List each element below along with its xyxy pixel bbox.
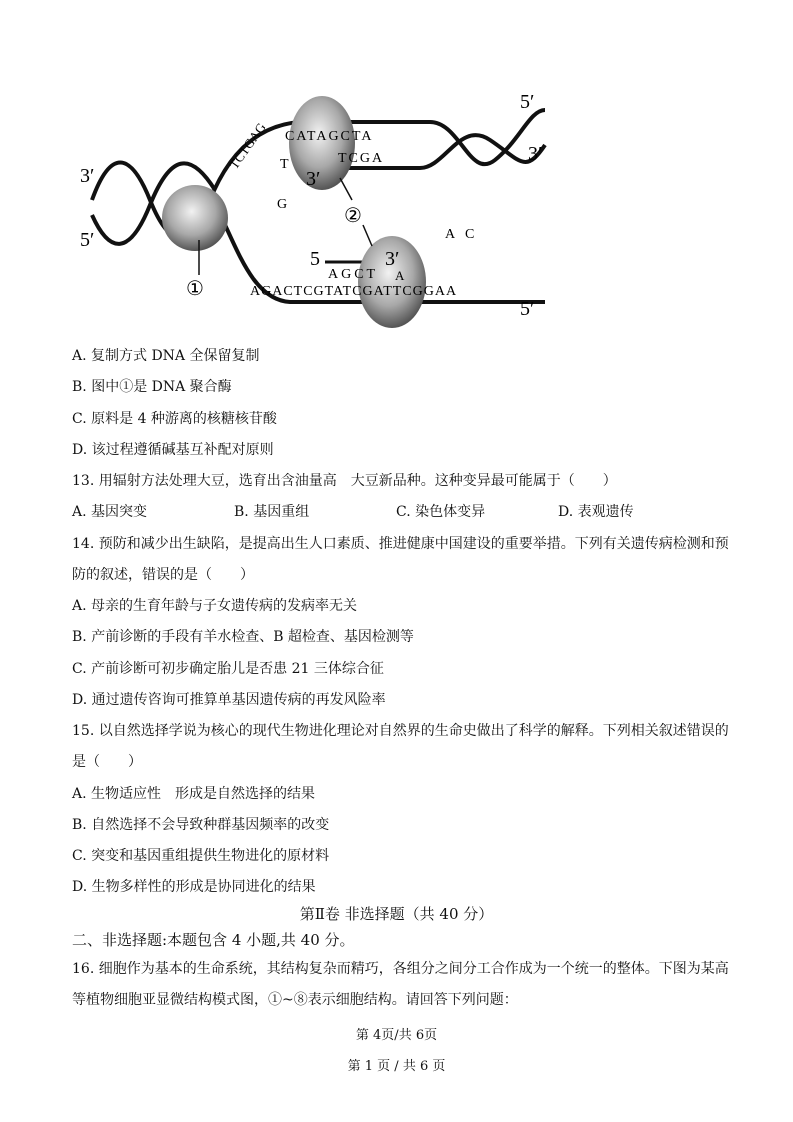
q15-stem-line1: 15. 以自然选择学说为核心的现代生物进化理论对自然界的生命史做出了科学的解释。下列相关叙述错误的 [72, 723, 729, 739]
seq-fragment: AGCT [328, 267, 379, 282]
seq-top-new: CATAGCTA [285, 129, 374, 144]
outer-page-number: 第 1 页 / 共 6 页 [347, 1059, 446, 1074]
q15-stem-line2: 是（ ） [72, 754, 142, 770]
free-nucleotide-g: G [277, 197, 288, 212]
seq-fragment-a: A [395, 268, 405, 283]
q15-option-c: C. 突变和基因重组提供生物进化的原材料 [72, 848, 330, 864]
seq-top-new-small: TCGA [338, 151, 385, 166]
dna-replication-figure [0, 0, 793, 340]
q13-option-d: D. 表观遗传 [558, 504, 634, 520]
q13-stem: 13. 用辐射方法处理大豆，选育出含油量高 大豆新品种。这种变异最可能属于（ ） [72, 473, 617, 489]
q15-option-b: B. 自然选择不会导致种群基因频率的改变 [72, 817, 330, 833]
label-left-3prime: 3′ [80, 165, 95, 187]
q14-option-c: C. 产前诊断可初步确定胎儿是否患 21 三体综合征 [72, 661, 384, 677]
q12-option-d: D. 该过程遵循碱基互补配对原则 [72, 442, 274, 458]
q16-line2: 等植物细胞亚显微结构模式图，①~⑧表示细胞结构。请回答下列问题： [72, 992, 518, 1008]
inner-page-number: 第 4页/共 6页 [355, 1028, 438, 1043]
label-fragment-3prime: 3′ [385, 248, 400, 270]
q13-option-c: C. 染色体变异 [396, 504, 486, 520]
marker-two: ② [344, 205, 362, 227]
marker-one: ① [186, 278, 204, 300]
free-nucleotide-a: A [445, 227, 456, 242]
label-right-5prime: 5′ [520, 91, 535, 113]
q14-option-b: B. 产前诊断的手段有羊水检查、B 超检查、基因检测等 [72, 629, 414, 645]
q14-stem-line1: 14. 预防和减少出生缺陷，是提高出生人口素质、推进健康中国建设的重要举措。下列有关遗传病检测和预 [72, 536, 729, 552]
q12-option-b: B. 图中①是 DNA 聚合酶 [72, 379, 232, 395]
q12-option-a: A. 复制方式 DNA 全保留复制 [72, 348, 260, 364]
seq-lower-strand: AGACTCGTATCGATTCGGAA [250, 284, 458, 299]
q14-option-d: D. 通过遗传咨询可推算单基因遗传病的再发风险率 [72, 692, 386, 708]
seq-lead-strand: TCTGAG [226, 119, 269, 172]
section-heading: 第Ⅱ卷 非选择题（共 40 分） [299, 905, 494, 923]
free-nucleotide-t: T [280, 157, 289, 172]
q15-option-a: A. 生物适应性 形成是自然选择的结果 [72, 786, 316, 802]
q13-option-b: B. 基因重组 [234, 504, 310, 520]
q14-option-a: A. 母亲的生育年龄与子女遗传病的发病率无关 [72, 598, 358, 614]
label-left-5prime: 5′ [80, 229, 95, 251]
q14-stem-line2: 防的叙述，错误的是（ ） [72, 567, 254, 583]
label-inner-3prime: 3′ [306, 168, 321, 190]
free-nucleotide-c: C [465, 227, 475, 242]
enzyme-one [162, 185, 228, 251]
q16-line1: 16. 细胞作为基本的生命系统，其结构复杂而精巧，各组分之间分工合作成为一个统一的整体。下图为某高 [72, 961, 729, 977]
label-fragment-5: 5 [310, 248, 320, 270]
q12-option-c: C. 原料是 4 种游离的核糖核苷酸 [72, 411, 277, 427]
label-right-3prime: 3′ [528, 143, 543, 165]
q15-option-d: D. 生物多样性的形成是协同进化的结果 [72, 879, 316, 895]
q13-option-a: A. 基因突变 [72, 504, 148, 520]
label-lower-5prime: 5′ [520, 298, 535, 320]
section-intro: 二、非选择题:本题包含 4 小题,共 40 分。 [72, 931, 355, 949]
